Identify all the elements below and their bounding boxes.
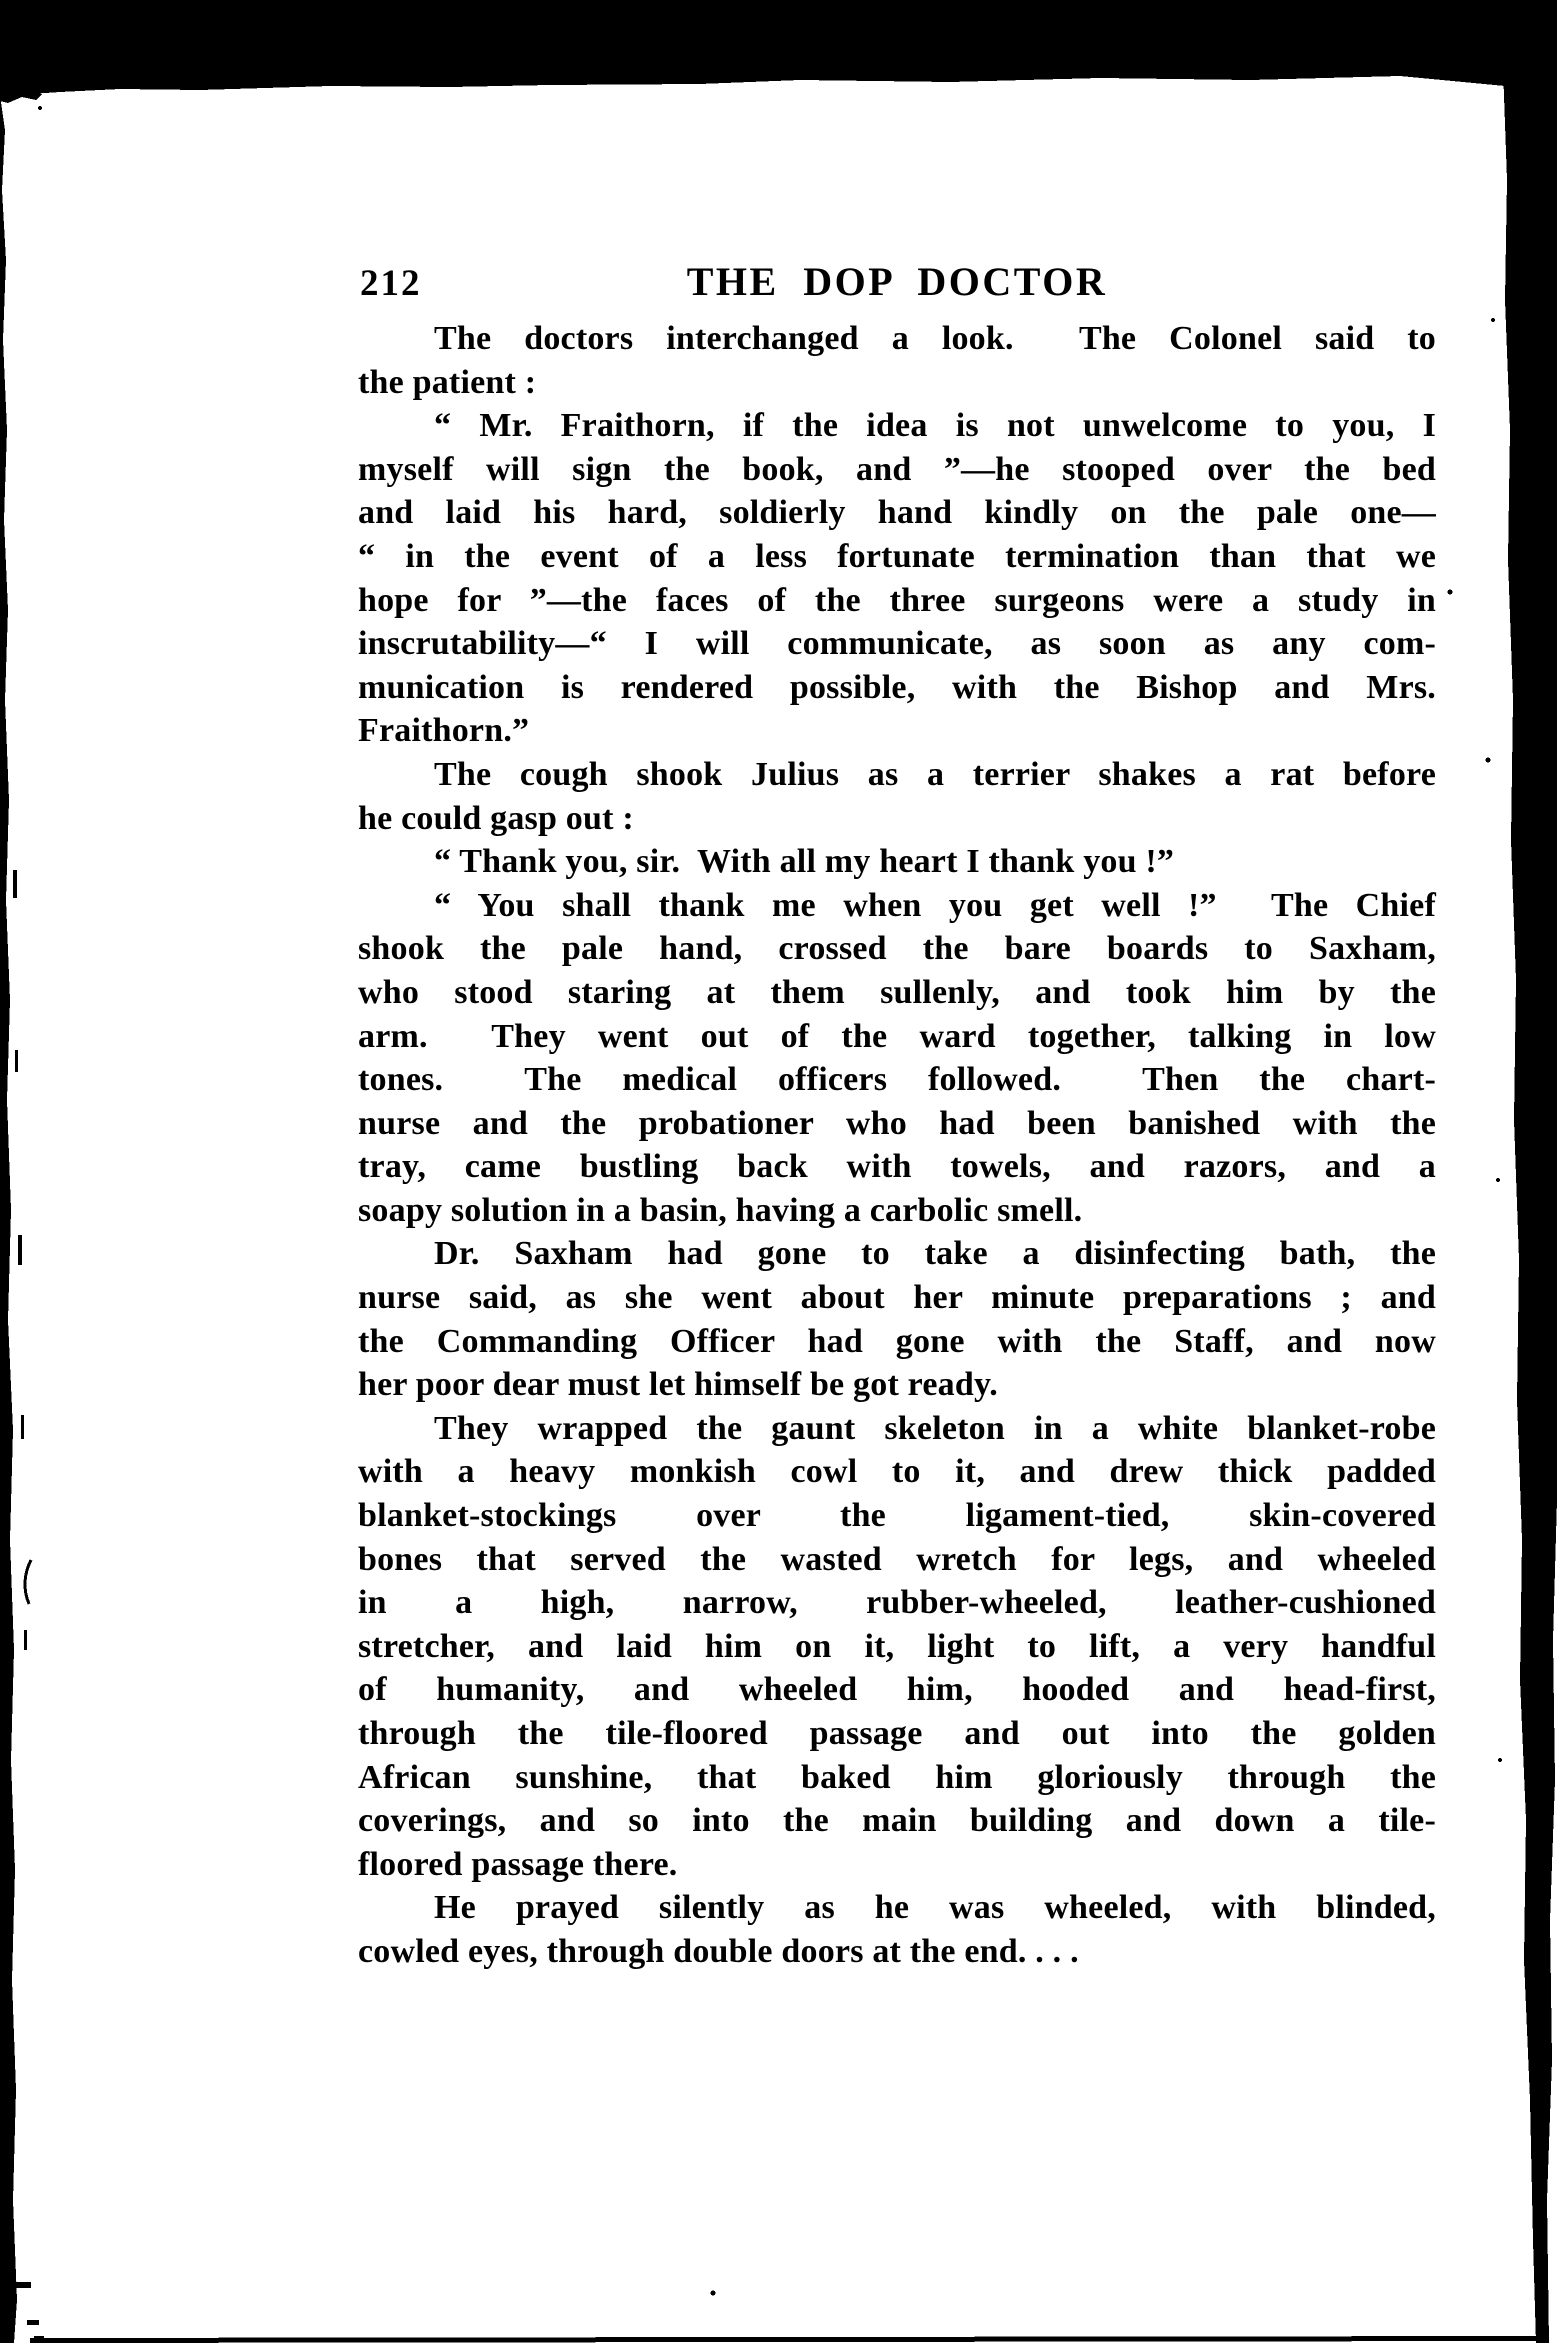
text-line: stretcher, and laid him on it, light to lift, a very handful bbox=[358, 1627, 1436, 1665]
text-line: the Commanding Officer had gone with the Staff, and now bbox=[358, 1322, 1436, 1360]
text-line: He prayed silently as he was wheeled, with blinded, bbox=[434, 1889, 1436, 1927]
running-title: THE DOP DOCTOR bbox=[686, 259, 1108, 304]
text-line: myself will sign the book, and ”—he stooped over the bed bbox=[358, 450, 1436, 488]
text-line: of humanity, and wheeled him, hooded and head-first, bbox=[358, 1671, 1436, 1709]
text-line: “ Mr. Fraithorn, if the idea is not unwelcome to you, I bbox=[434, 407, 1436, 445]
text-line: tray, came bustling back with towels, and razors, and a bbox=[358, 1148, 1436, 1186]
text-line: coverings, and so into the main building and down a tile- bbox=[358, 1802, 1436, 1840]
text-line: tones. The medical officers followed. Then the chart- bbox=[358, 1061, 1436, 1099]
text-line: the patient : bbox=[358, 363, 537, 401]
text-line: Dr. Saxham had gone to take a disinfecting bath, the bbox=[434, 1235, 1436, 1273]
text-line: “ Thank you, sir. With all my heart I thank you !” bbox=[434, 843, 1175, 881]
text-line: shook the pale hand, crossed the bare boards to Saxham, bbox=[358, 930, 1436, 968]
text-line: and laid his hard, soldierly hand kindly on the pale one— bbox=[358, 494, 1436, 532]
text-line: African sunshine, that baked him gloriously through the bbox=[358, 1758, 1436, 1796]
text-line: arm. They went out of the ward together, talking in low bbox=[358, 1017, 1436, 1055]
text-line: in a high, narrow, rubber-wheeled, leather-cushioned bbox=[358, 1584, 1436, 1622]
text-line: he could gasp out : bbox=[358, 799, 634, 837]
text-line: nurse said, as she went about her minute preparations ; and bbox=[358, 1279, 1436, 1317]
page-header bbox=[358, 259, 1436, 308]
text-block bbox=[358, 317, 1436, 1974]
text-line: munication is rendered possible, with the Bishop and Mrs. bbox=[358, 668, 1436, 706]
text-line: “ in the event of a less fortunate termination than that we bbox=[358, 537, 1436, 575]
text-line: her poor dear must let himself be got ready. bbox=[358, 1366, 998, 1404]
text-line: with a heavy monkish cowl to it, and drew thick padded bbox=[358, 1453, 1436, 1491]
text-line: bones that served the wasted wretch for legs, and wheeled bbox=[358, 1540, 1436, 1578]
text-line: Fraithorn.” bbox=[358, 712, 530, 750]
text-line: cowled eyes, through double doors at the end. . . . bbox=[358, 1932, 1079, 1970]
text-line: They wrapped the gaunt skeleton in a white blanket-robe bbox=[434, 1409, 1436, 1447]
text-line: through the tile-floored passage and out into the golden bbox=[358, 1715, 1436, 1752]
text-line: soapy solution in a basin, having a carbolic smell. bbox=[358, 1191, 1083, 1229]
text-line: The doctors interchanged a look. The Colonel said to bbox=[434, 320, 1436, 357]
text-line: floored passage there. bbox=[358, 1845, 678, 1883]
page-number: 212 bbox=[360, 263, 422, 304]
text-line: nurse and the probationer who had been banished with the bbox=[358, 1104, 1436, 1142]
text-line: blanket-stockings over the ligament-tied, skin-covered bbox=[358, 1497, 1436, 1535]
text-line: The cough shook Julius as a terrier shakes a rat before bbox=[434, 755, 1436, 793]
text-line: hope for ”—the faces of the three surgeons were a study in bbox=[358, 581, 1436, 619]
text-line: who stood staring at them sullenly, and took him by the bbox=[358, 973, 1436, 1011]
text-line: inscrutability—“ I will communicate, as soon as any com- bbox=[358, 625, 1436, 663]
text-line: “ You shall thank me when you get well !” The Chief bbox=[434, 886, 1436, 924]
